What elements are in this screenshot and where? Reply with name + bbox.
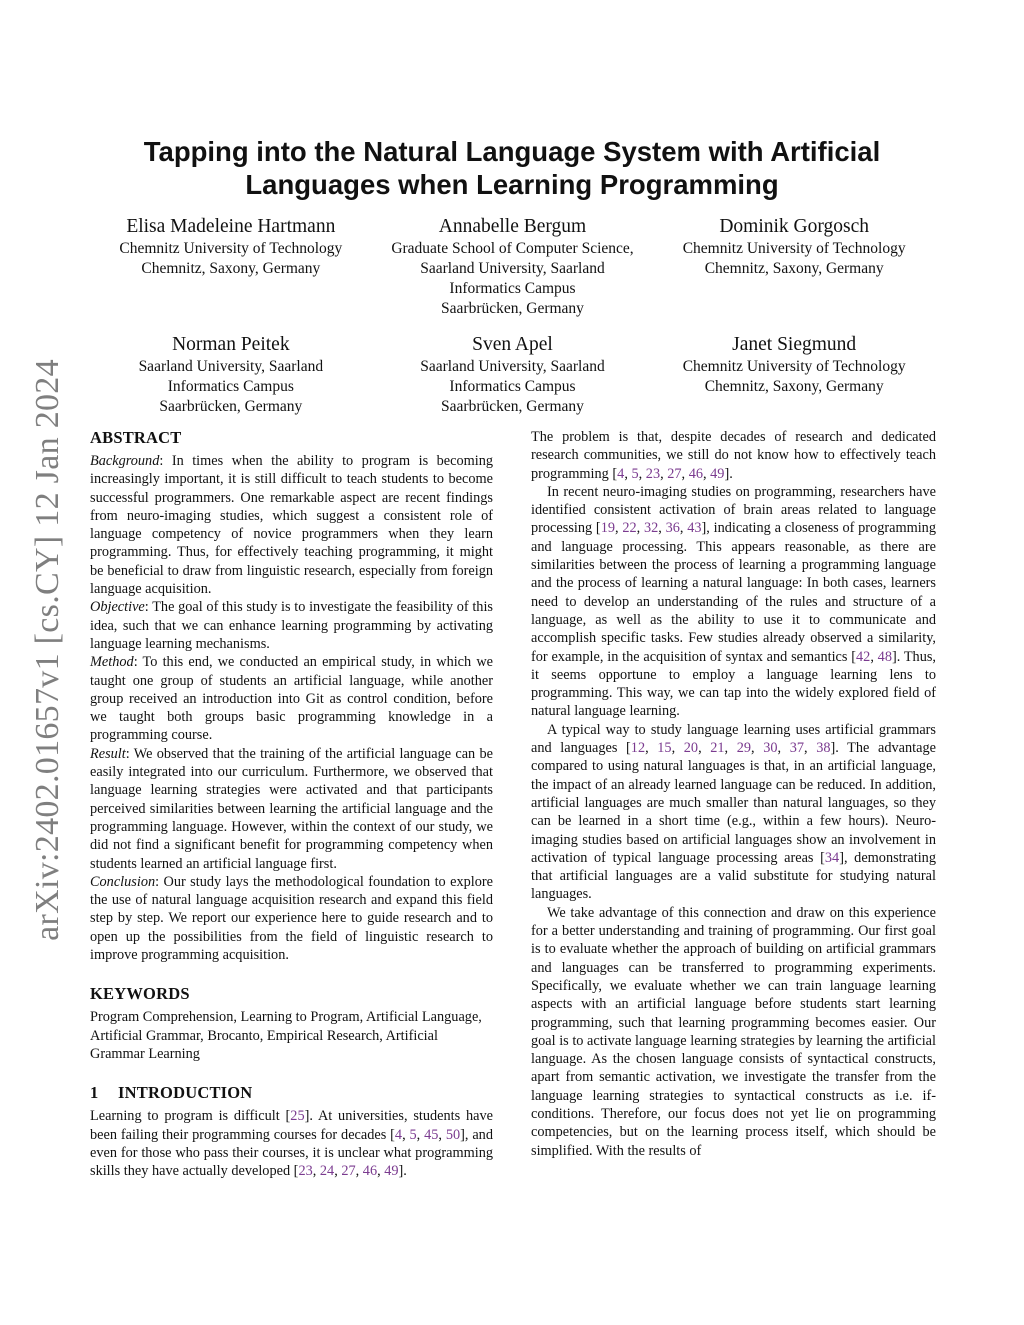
abstract-label: Objective (90, 599, 145, 616)
paragraph-text: ], indicating a closeness of programming and language processing. This appears reasonable, as there are similarities between the process of learning a programming language and the process of learning a natural language: In both cases, learners need to develop an understanding of the rules and structure of a language, as well as the ability to use it to communicate and accomplish specific tasks. Few studies already observed a similarity, for example, in the acquisition of syntax and semantics [ (531, 520, 936, 665)
citation-link[interactable]: 23 (298, 1163, 313, 1180)
paragraph-text: , (658, 520, 666, 537)
citation-link[interactable]: 36 (665, 520, 680, 537)
section-title: INTRODUCTION (118, 1083, 253, 1103)
abstract-label: Result (90, 745, 126, 762)
citation-link[interactable]: 27 (667, 465, 682, 482)
author-row-2 (95, 333, 930, 417)
right-paragraph-1 (531, 428, 936, 483)
paragraph-text: , (698, 740, 711, 757)
abstract-text: : In times when the ability to program is becoming increasingly important, it is still difficult to teach students to become successful programmers. One remarkable aspect are recent findings from neuro-imaging studies, which suggest a consistent role of language competency of novice programmers when they learn programming. Thus, for effectively teaching programming, it might be beneficial to draw from linguistic research, especially from foreign language acquisition. (90, 453, 493, 598)
keywords-text: Program Comprehension, Learning to Program, Artificial Language, Artificial Grammar, Brocanto, Empirical Research, Artificial Grammar Learning (90, 1009, 482, 1062)
author-affiliation: Chemnitz University of Technology (119, 240, 343, 257)
author-block (95, 215, 367, 319)
author-affiliation: Informatics Campus (449, 378, 576, 395)
paper-title: Tapping into the Natural Language System with Artificial Languages when Learning Programming (143, 136, 881, 200)
author-block (658, 215, 930, 319)
citation-link[interactable]: 45 (424, 1126, 439, 1143)
citation-link[interactable]: 42 (856, 648, 871, 665)
citation-link[interactable]: 19 (600, 520, 615, 537)
paragraph-text: ]. The advantage compared to using natural languages is that, in an artificial language, the impact of an already learned language can be reduced. In addition, artificial languages are much smaller than natural languages, so they can be learned in a short time (e.g., within a few hours). Neuro-imaging studies based on artificial languages show an involvement in activation of typical language processing areas [ (531, 740, 936, 866)
right-paragraph-4: We take advantage of this connection and draw on this experience for a better understanding and training of programming. Our first goal is to evaluate whether the approach of building on artificial grammars and languages can be transferred to programming experiments. Specifically, we evaluate whether we can train language learning aspects with an artificial language before students start learning programming, such that learning programming becomes easier. Our goal is to activate language learning strategies by learning the artificial language. As the chosen language consists of syntactical constructs, apart from semantic activation, we investigate the transfer from the language learning strategies to syntactical constructs as i.e. if-conditions. Therefore, our focus does not yet lie on programming competencies, but on the learning process itself, which should be simplified. With the results of (531, 904, 936, 1159)
citation-link[interactable]: 32 (643, 520, 659, 537)
paragraph-text: , (724, 740, 737, 757)
citation-link[interactable]: 25 (290, 1108, 305, 1125)
abstract-heading: ABSTRACT (90, 428, 182, 447)
author-affiliation: Saarbrücken, Germany (159, 398, 303, 415)
citation-link[interactable]: 27 (341, 1163, 356, 1180)
left-column (90, 428, 493, 1180)
paragraph-text: The problem is that, despite decades of research and dedicated research communities, we still do not know how to effectively teach programming [ (531, 429, 936, 482)
paragraph-text: ], demonstrating that artificial languages are a valid substitute for studying natural languages. (531, 849, 936, 903)
paragraph-text: , (355, 1163, 363, 1180)
paragraph-text: , (636, 520, 644, 537)
author-block (377, 333, 649, 417)
keywords-heading: KEYWORDS (90, 984, 190, 1004)
citation-link[interactable]: 48 (877, 648, 892, 665)
paragraph-text: , (679, 520, 688, 537)
citation-link[interactable]: 30 (763, 740, 778, 757)
paragraph-text: , (438, 1126, 446, 1143)
author-affiliation: Chemnitz, Saxony, Germany (141, 260, 321, 277)
right-paragraph-3 (531, 721, 936, 904)
paragraph-text: , (681, 465, 689, 482)
paragraph-text: ], and even for those who pass their courses, it is unclear what programming skills they have actually developed [ (90, 1126, 493, 1180)
author-affiliation: Informatics Campus (449, 280, 576, 297)
author-affiliation: Chemnitz, Saxony, Germany (704, 378, 884, 395)
paragraph-text: , (751, 740, 764, 757)
paragraph-text: , (777, 740, 790, 757)
arxiv-identifier-text: arXiv:2402.01657v1 [cs.CY] 12 Jan 2024 (29, 359, 66, 941)
author-affiliation: Saarland University, Saarland (420, 358, 605, 375)
citation-link[interactable]: 5 (409, 1126, 417, 1143)
citation-link[interactable]: 15 (657, 740, 672, 757)
abstract-conclusion (90, 873, 493, 964)
citation-link[interactable]: 43 (687, 520, 702, 537)
paragraph-text: , (804, 740, 817, 757)
paragraph-text: , (645, 740, 658, 757)
paragraph-text: ]. (724, 465, 733, 482)
paragraph-text: , (624, 465, 632, 482)
author-name: Dominik Gorgosch (719, 216, 869, 237)
paragraph-text: , (402, 1126, 410, 1143)
citation-link[interactable]: 4 (394, 1126, 403, 1143)
paragraph-text: In recent neuro-imaging studies on programming, researchers have identified consistent activation of brain areas related to language processing [ (531, 483, 936, 537)
citation-link[interactable]: 49 (384, 1163, 399, 1180)
paragraph-text: , (614, 520, 623, 537)
introduction-heading (90, 1083, 493, 1103)
author-block (95, 333, 367, 417)
citation-link[interactable]: 23 (645, 465, 661, 482)
citation-link[interactable]: 24 (319, 1163, 335, 1180)
citation-link[interactable]: 12 (630, 740, 646, 757)
citation-link[interactable]: 29 (736, 740, 752, 757)
paragraph-text: , (703, 465, 711, 482)
author-affiliation: Saarland University, Saarland (138, 358, 324, 375)
paragraph-text: , (870, 648, 878, 665)
citation-link[interactable]: 38 (816, 740, 831, 757)
author-affiliation: Saarland University, Saarland (420, 260, 605, 277)
citation-link[interactable]: 49 (710, 465, 725, 482)
author-name: Annabelle Bergum (438, 216, 587, 237)
author-row-1 (95, 215, 930, 319)
paragraph-text: , (660, 465, 668, 482)
author-name: Elisa Madeleine Hartmann (126, 216, 336, 237)
abstract-method (90, 653, 493, 744)
citation-link[interactable]: 46 (688, 465, 703, 482)
citation-link[interactable]: 37 (789, 740, 804, 757)
paragraph-text: , (312, 1163, 320, 1180)
paragraph-text: ]. (398, 1163, 407, 1180)
author-affiliation: Chemnitz University of Technology (682, 358, 906, 375)
paragraph-text: , (334, 1163, 342, 1180)
citation-link[interactable]: 5 (631, 465, 639, 482)
citation-link[interactable]: 34 (824, 849, 840, 866)
paragraph-text: A typical way to study language learning uses artificial grammars and languages [ (531, 721, 936, 757)
abstract-text: : To this end, we conducted an empirical study, in which we taught one group of students an artificial language, while another group received an introduction into Git as control condition, before we taught both groups basic programming knowledge in a programming course. (90, 654, 493, 744)
author-affiliation: Saarbrücken, Germany (441, 398, 584, 415)
abstract-label: Conclusion (90, 873, 156, 890)
paragraph-text: , (377, 1163, 385, 1180)
author-affiliation: Graduate School of Computer Science, (391, 240, 634, 257)
author-affiliation: Informatics Campus (167, 378, 294, 395)
introduction-paragraph-1 (90, 1107, 493, 1180)
abstract-background (90, 452, 493, 598)
citation-link[interactable]: 20 (683, 740, 699, 757)
paragraph-text: , (671, 740, 684, 757)
author-block (658, 333, 930, 417)
citation-link[interactable]: 4 (617, 465, 625, 482)
abstract-label: Method (90, 654, 134, 671)
abstract-label: Background (90, 453, 160, 469)
citation-link[interactable]: 22 (622, 520, 637, 537)
right-column (531, 428, 936, 1160)
author-name: Sven Apel (472, 334, 553, 355)
abstract-text: : Our study lays the methodological foundation to explore the use of natural language acquisition research and expand this field step by step. We report our experience here to guide research and to open up the possibilities from the field of linguistic research to improve programming acquisition. (90, 873, 493, 964)
paragraph-text: , (416, 1126, 425, 1143)
section-number: 1 (90, 1083, 99, 1103)
author-affiliation: Chemnitz University of Technology (682, 240, 906, 257)
author-name: Norman Peitek (172, 334, 290, 355)
author-name: Janet Siegmund (732, 334, 857, 355)
arxiv-identifier (28, 360, 68, 940)
author-affiliation: Chemnitz, Saxony, Germany (704, 260, 884, 277)
abstract-result (90, 745, 493, 873)
paragraph-text: Learning to program is difficult [ (90, 1108, 291, 1125)
paragraph-text: ]. At universities, students have been failing their programming courses for decades [ (90, 1108, 494, 1143)
citation-link[interactable]: 46 (362, 1163, 378, 1180)
author-affiliation: Saarbrücken, Germany (441, 300, 584, 317)
abstract-text: : The goal of this study is to investigate the feasibility of this idea, such that we can enhance learning programming by activating language learning mechanisms. (90, 599, 493, 652)
abstract-text: : We observed that the training of the artificial language can be easily integrated into our curriculum. Furthermore, we observed that language learning strategies were activated and that participants perceived similarities between learning the artificial language and the programming language. However, within the context of our study, we did not find a significant benefit for programming competency when students learned an artificial language first. (90, 745, 493, 872)
citation-link[interactable]: 21 (710, 740, 725, 757)
author-block (377, 215, 649, 319)
paragraph-text: , (638, 465, 646, 482)
paragraph-text: ]. Thus, it seems opportune to employ a language learning lens to programming. This way, we can tap into the widely explored field of natural language learning. (531, 648, 936, 720)
citation-link[interactable]: 50 (445, 1126, 461, 1143)
right-paragraph-2 (531, 483, 936, 721)
abstract-objective (90, 598, 493, 653)
